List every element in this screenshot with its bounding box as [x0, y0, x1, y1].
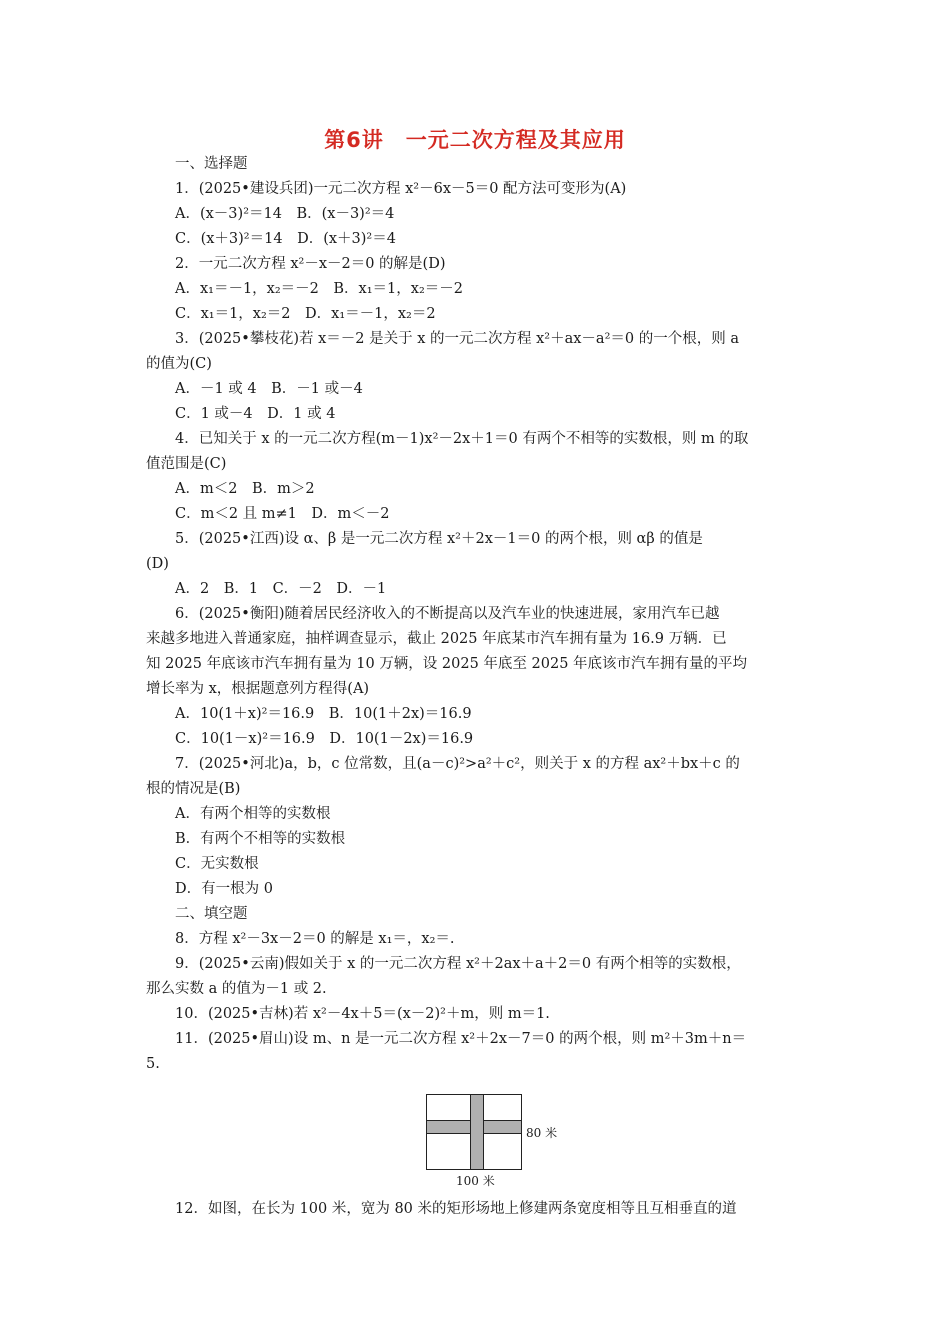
q4-options-cd: C．m＜2 且 m≠1 D．m＜－2	[175, 506, 390, 522]
q3-stem-line2: 的值为(C)	[146, 356, 212, 372]
q6-stem-line2: 来越多地进入普通家庭，抽样调查显示，截止 2025 年底某市汽车拥有量为 16.9 万辆．已	[146, 631, 727, 647]
q2-stem: 2．一元二次方程 x²－x－2＝0 的解是(D)	[175, 256, 446, 272]
q6-options-cd: C．10(1－x)²＝16.9 D．10(1－2x)＝16.9	[175, 731, 474, 747]
q4-stem-line2: 值范围是(C)	[146, 456, 227, 472]
q6-stem-line4: 增长率为 x，根据题意列方程得(A)	[146, 681, 370, 697]
field-figure	[426, 1094, 626, 1189]
q5-stem-line1: 5．(2025•江西)设 α、β 是一元二次方程 x²＋2x－1＝0 的两个根，则 αβ 的值是	[175, 531, 703, 547]
q4-stem-line1: 4．已知关于 x 的一元二次方程(m－1)x²－2x＋1＝0 有两个不相等的实数根，则 m 的取	[175, 431, 749, 447]
q1-options-cd: C．(x＋3)²＝14 D．(x＋3)²＝4	[175, 231, 396, 247]
section-heading-choice: 一、选择题	[175, 156, 248, 172]
q2-options-cd: C．x₁＝1，x₂＝2 D．x₁＝－1，x₂＝2	[175, 306, 436, 322]
height-label: 80 米	[526, 1126, 558, 1140]
q5-options: A．2 B．1 C．－2 D．－1	[175, 581, 387, 597]
q7-option-c: C．无实数根	[175, 856, 259, 872]
q5-stem-line2: (D)	[146, 556, 169, 572]
q2-options-ab: A．x₁＝－1，x₂＝－2 B．x₁＝1，x₂＝－2	[175, 281, 463, 297]
q6-options-ab: A．10(1＋x)²＝16.9 B．10(1＋2x)＝16.9	[175, 706, 472, 722]
q6-stem-line1: 6．(2025•衡阳)随着居民经济收入的不断提高以及汽车业的快速进展，家用汽车已越	[175, 606, 720, 622]
question-list	[146, 152, 810, 1077]
q7-option-d: D．有一根为 0	[175, 881, 273, 897]
vertical-road	[470, 1095, 484, 1169]
q7-stem-line1: 7．(2025•河北)a，b，c 位常数，且(a－c)²>a²＋c²，则关于 x 的方程 ax²＋bx＋c 的	[175, 756, 740, 772]
q1-stem: 1．(2025•建设兵团)一元二次方程 x²－6x－5＝0 配方法可变形为(A)	[175, 181, 627, 197]
q4-options-ab: A．m＜2 B．m＞2	[175, 481, 315, 497]
q9-stem-line1: 9．(2025•云南)假如关于 x 的一元二次方程 x²＋2ax＋a＋2＝0 有两个相等的实数根，	[175, 956, 741, 972]
q11-stem-line1: 11．(2025•眉山)设 m、n 是一元二次方程 x²＋2x－7＝0 的两个根，则 m²＋3m＋n＝	[175, 1031, 747, 1047]
q7-option-b: B．有两个不相等的实数根	[175, 831, 346, 847]
q3-stem-line1: 3．(2025•攀枝花)若 x＝－2 是关于 x 的一元二次方程 x²＋ax－a²＝0 的一个根，则 a	[175, 331, 739, 347]
q9-stem-line2: 那么实数 a 的值为－1 或 2.	[146, 981, 327, 997]
q1-options-ab: A．(x－3)²＝14 B．(x－3)²＝4	[175, 206, 395, 222]
q11-stem-line2: 5.	[146, 1056, 160, 1072]
q8-stem: 8．方程 x²－3x－2＝0 的解是 x₁＝，x₂＝.	[175, 931, 455, 947]
q3-options-cd: C．1 或－4 D．1 或 4	[175, 406, 336, 422]
width-label: 100 米	[456, 1174, 495, 1188]
page-title: 第6讲 一元二次方程及其应用	[324, 128, 626, 152]
section-heading-fill: 二、填空题	[175, 906, 248, 922]
q10-stem: 10．(2025•吉林)若 x²－4x＋5＝(x－2)²＋m，则 m＝1.	[175, 1006, 550, 1022]
q7-option-a: A．有两个相等的实数根	[175, 806, 331, 822]
q3-options-ab: A．－1 或 4 B．－1 或－4	[175, 381, 363, 397]
q6-stem-line3: 知 2025 年底该市汽车拥有量为 10 万辆，设 2025 年底至 2025 年底该市汽车拥有量的平均	[146, 656, 748, 672]
q12-stem: 12．如图，在长为 100 米，宽为 80 米的矩形场地上修建两条宽度相等且互相垂直的道	[175, 1201, 737, 1217]
q7-stem-line2: 根的情况是(B)	[146, 781, 241, 797]
